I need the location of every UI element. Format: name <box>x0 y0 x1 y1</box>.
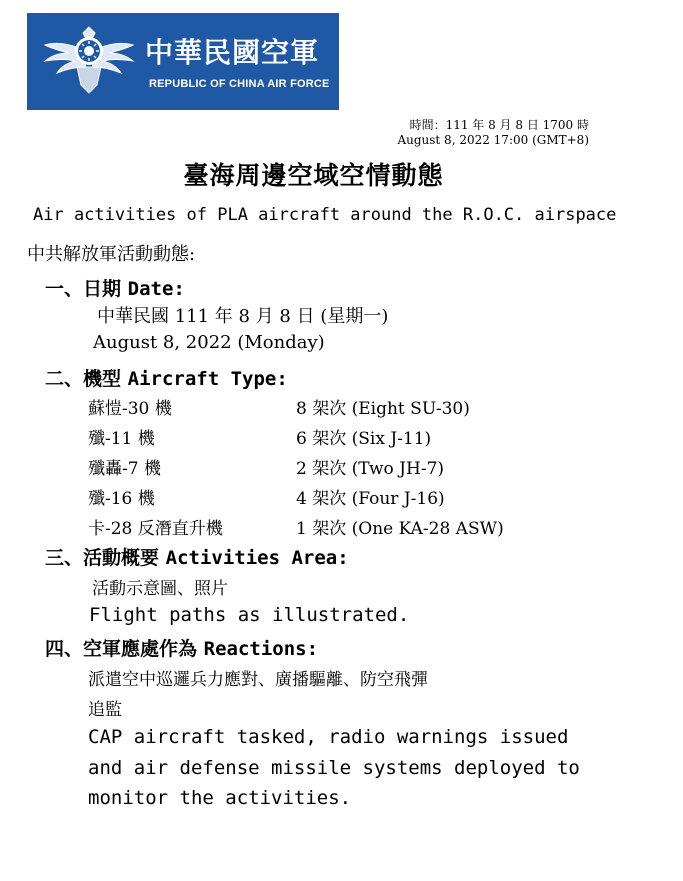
activities-line-en: Flight paths as illustrated. <box>89 604 410 626</box>
aircraft-count: 6 架次 (Six J-11) <box>296 429 432 449</box>
section-date-heading <box>45 274 185 301</box>
roc-air-force-emblem-icon <box>41 23 137 99</box>
aircraft-row <box>88 454 648 480</box>
reactions-line-en-2: and air defense missile systems deployed to <box>88 757 580 779</box>
aircraft-count: 4 架次 (Four J-16) <box>296 489 445 509</box>
aircraft-name: 殲-16 機 <box>88 489 155 509</box>
reactions-line-zh-2: 追監 <box>88 700 122 720</box>
aircraft-row <box>88 484 648 510</box>
aircraft-row <box>88 424 648 450</box>
page-title: 臺海周邊空域空情動態 <box>183 161 444 190</box>
date-line-en: August 8, 2022 (Monday) <box>93 332 325 353</box>
section-activities-heading <box>45 543 349 570</box>
reactions-line-en-3: monitor the activities. <box>88 787 352 809</box>
roc-air-force-banner <box>27 13 339 110</box>
aircraft-count: 1 架次 (One KA-28 ASW) <box>296 519 504 539</box>
section-aircraft-heading-zh: 二、機型 <box>45 368 122 390</box>
section-reactions-heading <box>45 634 318 661</box>
aircraft-name: 卡-28 反潛直升機 <box>88 519 223 539</box>
org-name-zh: 中華民國空軍 <box>145 36 320 69</box>
section-aircraft-heading <box>45 364 288 391</box>
section-activities-heading-zh: 三、活動概要 <box>45 547 160 569</box>
aircraft-row <box>88 394 648 420</box>
aircraft-count: 8 架次 (Eight SU-30) <box>296 399 470 419</box>
activities-line-zh: 活動示意圖、照片 <box>92 579 228 599</box>
section-activities-heading-en: Activities Area: <box>165 547 349 569</box>
timestamp-zh: 時間：111 年 8 月 8 日 1700 時 <box>409 118 589 132</box>
section-aircraft-heading-en: Aircraft Type: <box>127 368 288 390</box>
intro-line: 中共解放軍活動動態: <box>27 244 196 265</box>
section-date-heading-en: Date: <box>127 278 185 300</box>
date-line-zh: 中華民國 111 年 8 月 8 日 (星期一) <box>97 306 389 327</box>
aircraft-name: 殲-11 機 <box>88 429 155 449</box>
reactions-line-zh-1: 派遣空中巡邏兵力應對、廣播驅離、防空飛彈 <box>88 670 428 690</box>
section-reactions-heading-en: Reactions: <box>203 638 319 660</box>
aircraft-row <box>88 514 648 540</box>
section-date-heading-zh: 一、日期 <box>45 278 122 300</box>
page-subtitle: Air activities of PLA aircraft around the R.O.C. airspace <box>33 205 617 225</box>
section-reactions-heading-zh: 四、空軍應處作為 <box>45 638 198 660</box>
aircraft-name: 殲轟-7 機 <box>88 459 161 479</box>
aircraft-count: 2 架次 (Two JH-7) <box>296 459 445 479</box>
reactions-line-en-1: CAP aircraft tasked, radio warnings issued <box>88 726 569 748</box>
aircraft-name: 蘇愷-30 機 <box>88 399 172 419</box>
timestamp-en: August 8, 2022 17:00 (GMT+8) <box>397 133 589 147</box>
org-name-en: REPUBLIC OF CHINA AIR FORCE <box>149 78 330 90</box>
